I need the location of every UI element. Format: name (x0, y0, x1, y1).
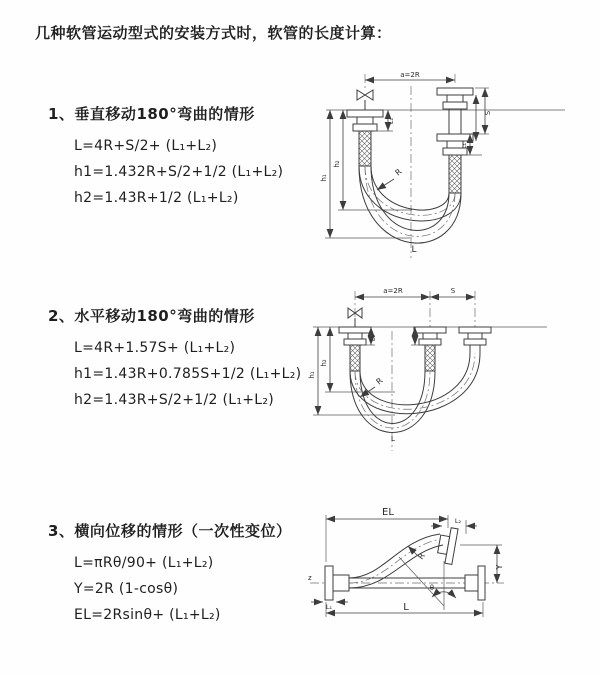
right-flange-original-position (465, 566, 485, 600)
formula-y: Y=2R (1-cosθ) (74, 581, 179, 597)
dim-label-y: Y (495, 564, 504, 570)
middle-flange-position-1 (414, 327, 446, 371)
diagram-vertical-180-bend (312, 66, 597, 266)
formula-l: L=πRθ/90+ (L₁+L₂) (74, 555, 214, 571)
section-1-heading: 1、垂直移动180°弯曲的情形 (48, 105, 255, 123)
dim-label-a2r: a=2R (400, 71, 420, 79)
dim-label-l1: L₁ (460, 142, 468, 150)
page-title: 几种软管运动型式的安装方式时，软管的长度计算： (35, 24, 392, 42)
hose-u-bends (350, 353, 480, 433)
section-3 (48, 520, 291, 628)
formula-h2: h2=1.43R+1/2 (L₁+L₂) (74, 190, 239, 206)
left-flange (325, 566, 349, 600)
dimension-s (430, 287, 475, 297)
dimension-el (326, 507, 448, 562)
dim-label-s: S (484, 110, 492, 116)
radius-callout (408, 546, 427, 561)
braid-section (425, 345, 435, 371)
length-label: L (403, 602, 409, 613)
length-label: L (411, 245, 417, 255)
radius-label: R (374, 376, 385, 387)
formula-l: L=4R+1.57S+ (L₁+L₂) (74, 340, 236, 356)
dim-label-l2: L₂ (454, 517, 462, 525)
dim-label-h2: h₂ (333, 160, 341, 168)
radius-callout (377, 167, 404, 190)
left-flange (339, 327, 371, 371)
formula-h1: h1=1.432R+S/2+1/2 (L₁+L₂) (74, 164, 284, 180)
dim-label-s: S (450, 287, 456, 295)
length-label: L (391, 435, 395, 443)
dim-label-el: EL (382, 507, 394, 518)
valve-icon (357, 90, 373, 110)
hose-u-bends (359, 166, 461, 243)
dim-label-l1: L₁ (387, 117, 395, 125)
dim-label-h2: h₂ (320, 359, 328, 367)
formula-h1: h1=1.43R+0.785S+1/2 (L₁+L₂) (74, 366, 302, 382)
dim-label-l1: L₁ (369, 334, 377, 342)
dim-label-l1: L₁ (325, 603, 333, 611)
right-flange-upper-position (437, 88, 473, 134)
diagram-lateral-displacement (298, 498, 600, 663)
section-3-heading: 3、横向位移的情形（一次性变位） (48, 522, 292, 540)
section-1 (48, 103, 283, 211)
dimension-l1 (311, 602, 348, 611)
right-flange-position-2 (459, 327, 491, 353)
braid-section (350, 345, 360, 371)
centerlines (365, 74, 455, 258)
centerline-mark: z (308, 574, 312, 582)
dimension-l (326, 602, 483, 617)
formula-l: L=4R+S/2+ (L₁+L₂) (74, 138, 218, 154)
left-flange (347, 110, 383, 166)
dimension-a2r (365, 71, 455, 80)
dimension-a2r (355, 287, 430, 297)
braid-section (449, 155, 461, 193)
dim-label-h1: h₁ (320, 174, 328, 182)
braid-section (359, 131, 371, 166)
right-flange-lower-position (437, 134, 473, 193)
section-2-heading: 2、水平移动180°弯曲的情形 (48, 307, 255, 325)
dim-label-h1: h₁ (308, 371, 316, 379)
radius-label: R (393, 167, 404, 178)
diagram-horizontal-180-bend (305, 283, 600, 461)
formula-el: EL=2Rsinθ+ (L₁+L₂) (74, 607, 221, 623)
angle-label: θ (429, 584, 434, 592)
formula-h2: h2=1.43R+S/2+1/2 (L₁+L₂) (74, 392, 275, 408)
displaced-hose (349, 534, 443, 588)
radius-label: R (416, 551, 427, 562)
dim-label-a2r: a=2R (383, 287, 403, 295)
section-2 (48, 305, 301, 413)
